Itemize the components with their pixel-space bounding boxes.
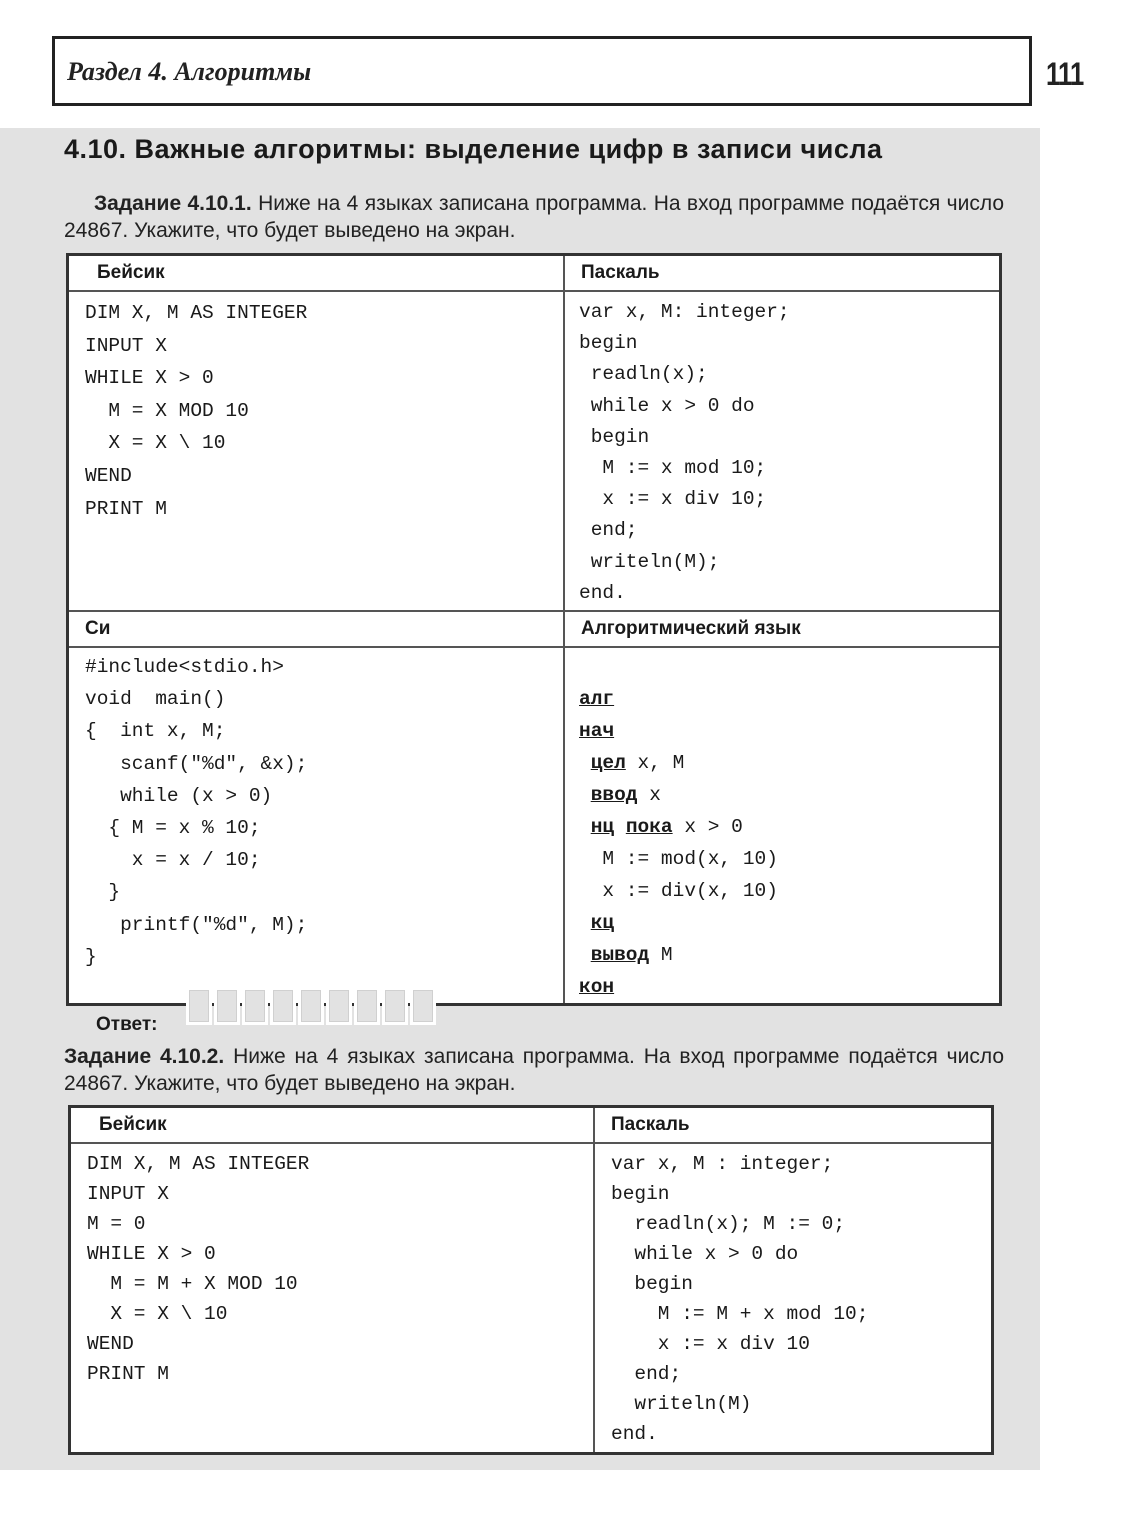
answer-cell[interactable] bbox=[382, 987, 408, 1025]
code-line: writeln(M); bbox=[579, 550, 720, 573]
code-line: var x, M : integer; bbox=[611, 1153, 834, 1175]
code-line bbox=[579, 715, 999, 747]
task1-statement bbox=[64, 190, 1004, 244]
task1-header-c: Си bbox=[68, 611, 565, 647]
code-line: M := M + x mod 10; bbox=[611, 1303, 869, 1325]
code-line: scanf("%d", &x); bbox=[85, 752, 308, 775]
task2-code-table bbox=[68, 1105, 994, 1455]
code-text: x bbox=[637, 784, 661, 806]
code-line: } bbox=[85, 881, 121, 904]
running-header-title: Раздел 4. Алгоритмы bbox=[67, 57, 312, 86]
code-line: WEND bbox=[85, 464, 132, 487]
code-line: writeln(M) bbox=[611, 1393, 752, 1415]
running-header bbox=[52, 36, 1032, 106]
task1-pascal-cell bbox=[564, 291, 1001, 611]
code-line bbox=[579, 939, 999, 971]
answer-cell[interactable] bbox=[326, 987, 352, 1025]
task1-label: Задание 4.10.1. bbox=[94, 192, 252, 215]
task1-algo-code bbox=[565, 648, 999, 1003]
task2-basic-code bbox=[71, 1144, 593, 1389]
answer-cell[interactable] bbox=[298, 987, 324, 1025]
task2-header-basic: Бейсик bbox=[70, 1107, 595, 1144]
code-line: x := div(x, 10) bbox=[579, 880, 778, 902]
code-line bbox=[579, 811, 999, 843]
answer-cell[interactable] bbox=[214, 987, 240, 1025]
code-line: x = x / 10; bbox=[85, 849, 261, 872]
task1-algo-cell bbox=[564, 647, 1001, 1005]
answer-input[interactable] bbox=[186, 987, 438, 1025]
answer-cell[interactable] bbox=[410, 987, 436, 1025]
task2-pascal-code bbox=[595, 1144, 991, 1449]
code-line: M = X MOD 10 bbox=[85, 399, 249, 422]
code-line: X = X \ 10 bbox=[85, 432, 226, 455]
code-line: void main() bbox=[85, 688, 226, 711]
task1-basic-cell bbox=[68, 291, 565, 611]
code-line: PRINT M bbox=[87, 1363, 169, 1385]
code-line: end. bbox=[611, 1423, 658, 1445]
code-line: x := x div 10 bbox=[611, 1333, 810, 1355]
code-line: M := mod(x, 10) bbox=[579, 848, 778, 870]
keyword: нач bbox=[579, 720, 615, 742]
answer-cell[interactable] bbox=[354, 987, 380, 1025]
keyword: кц bbox=[590, 912, 615, 934]
code-line: { M = x % 10; bbox=[85, 817, 261, 840]
code-line: DIM X, M AS INTEGER bbox=[85, 302, 308, 324]
code-line bbox=[579, 747, 999, 779]
code-line: { int x, M; bbox=[85, 720, 226, 743]
code-line bbox=[579, 907, 999, 939]
task1-header-pascal: Паскаль bbox=[564, 255, 1001, 292]
code-line: M = 0 bbox=[87, 1213, 146, 1235]
answer-cell[interactable] bbox=[242, 987, 268, 1025]
code-line: var x, M: integer; bbox=[579, 301, 790, 323]
keyword: нц bbox=[590, 816, 615, 838]
code-text: M bbox=[649, 944, 673, 966]
task2-header-pascal: Паскаль bbox=[594, 1107, 993, 1144]
code-line: while x > 0 do bbox=[579, 394, 755, 417]
code-line bbox=[579, 971, 999, 1003]
code-line: WHILE X > 0 bbox=[87, 1243, 216, 1265]
code-line: INPUT X bbox=[87, 1183, 169, 1205]
page-number: 111 bbox=[1046, 56, 1084, 92]
answer-cell[interactable] bbox=[186, 987, 212, 1025]
keyword: ввод bbox=[590, 784, 638, 806]
code-line: x := x div 10; bbox=[579, 488, 767, 511]
code-line: X = X \ 10 bbox=[87, 1303, 228, 1325]
code-line: M := x mod 10; bbox=[579, 457, 767, 480]
code-line: begin bbox=[579, 332, 638, 355]
task2-basic-cell bbox=[70, 1143, 595, 1454]
code-line: M = M + X MOD 10 bbox=[87, 1273, 298, 1295]
keyword: алг bbox=[579, 688, 615, 710]
task1-header-algo: Алгоритмический язык bbox=[564, 611, 1001, 647]
code-line: PRINT M bbox=[85, 497, 167, 520]
code-line: while x > 0 do bbox=[611, 1243, 799, 1265]
code-line: INPUT X bbox=[85, 334, 167, 357]
code-text: x > 0 bbox=[672, 816, 743, 838]
keyword: цел bbox=[590, 752, 626, 774]
code-line: DIM X, M AS INTEGER bbox=[87, 1153, 310, 1175]
keyword: кон bbox=[579, 976, 615, 998]
code-line bbox=[579, 779, 999, 811]
code-line: begin bbox=[579, 425, 650, 448]
code-line: #include<stdio.h> bbox=[85, 656, 284, 678]
code-line: begin bbox=[611, 1183, 670, 1205]
code-line: begin bbox=[611, 1273, 693, 1295]
code-line: end. bbox=[579, 581, 626, 604]
code-text: x, M bbox=[625, 752, 685, 774]
task1-basic-code bbox=[69, 292, 563, 525]
code-line: while (x > 0) bbox=[85, 784, 273, 807]
code-line: readln(x); M := 0; bbox=[611, 1213, 846, 1235]
task1-header-basic: Бейсик bbox=[68, 255, 565, 292]
task2-pascal-cell bbox=[594, 1143, 993, 1454]
keyword: вывод bbox=[590, 944, 650, 966]
code-line: WEND bbox=[87, 1333, 134, 1355]
task1-text: Ниже на 4 языках записана программа. На вход программе подаётся число 24867. Укажите, что будет выведено на экран. bbox=[64, 192, 1005, 242]
code-line: end; bbox=[579, 519, 638, 542]
task2-text: Ниже на 4 языках записана программа. На вход программе подаётся число 24867. Укажите, что будет выведено на экран. bbox=[64, 1045, 1005, 1095]
keyword: пока bbox=[625, 816, 673, 838]
task1-c-cell bbox=[68, 647, 565, 1005]
code-line bbox=[579, 683, 999, 715]
task2-label: Задание 4.10.2. bbox=[64, 1045, 225, 1068]
task1-code-table bbox=[66, 253, 1002, 1006]
code-line: WHILE X > 0 bbox=[85, 367, 214, 390]
task1-c-code bbox=[69, 648, 563, 973]
answer-cell[interactable] bbox=[270, 987, 296, 1025]
code-line: printf("%d", M); bbox=[85, 913, 308, 936]
code-line: } bbox=[85, 945, 97, 968]
task1-pascal-code bbox=[565, 292, 999, 609]
answer-label: Ответ: bbox=[96, 1014, 158, 1035]
code-line: readln(x); bbox=[579, 363, 708, 386]
section-title: 4.10. Важные алгоритмы: выделение цифр в записи числа bbox=[64, 134, 883, 164]
code-line: end; bbox=[611, 1363, 682, 1385]
task2-statement bbox=[64, 1043, 1004, 1097]
